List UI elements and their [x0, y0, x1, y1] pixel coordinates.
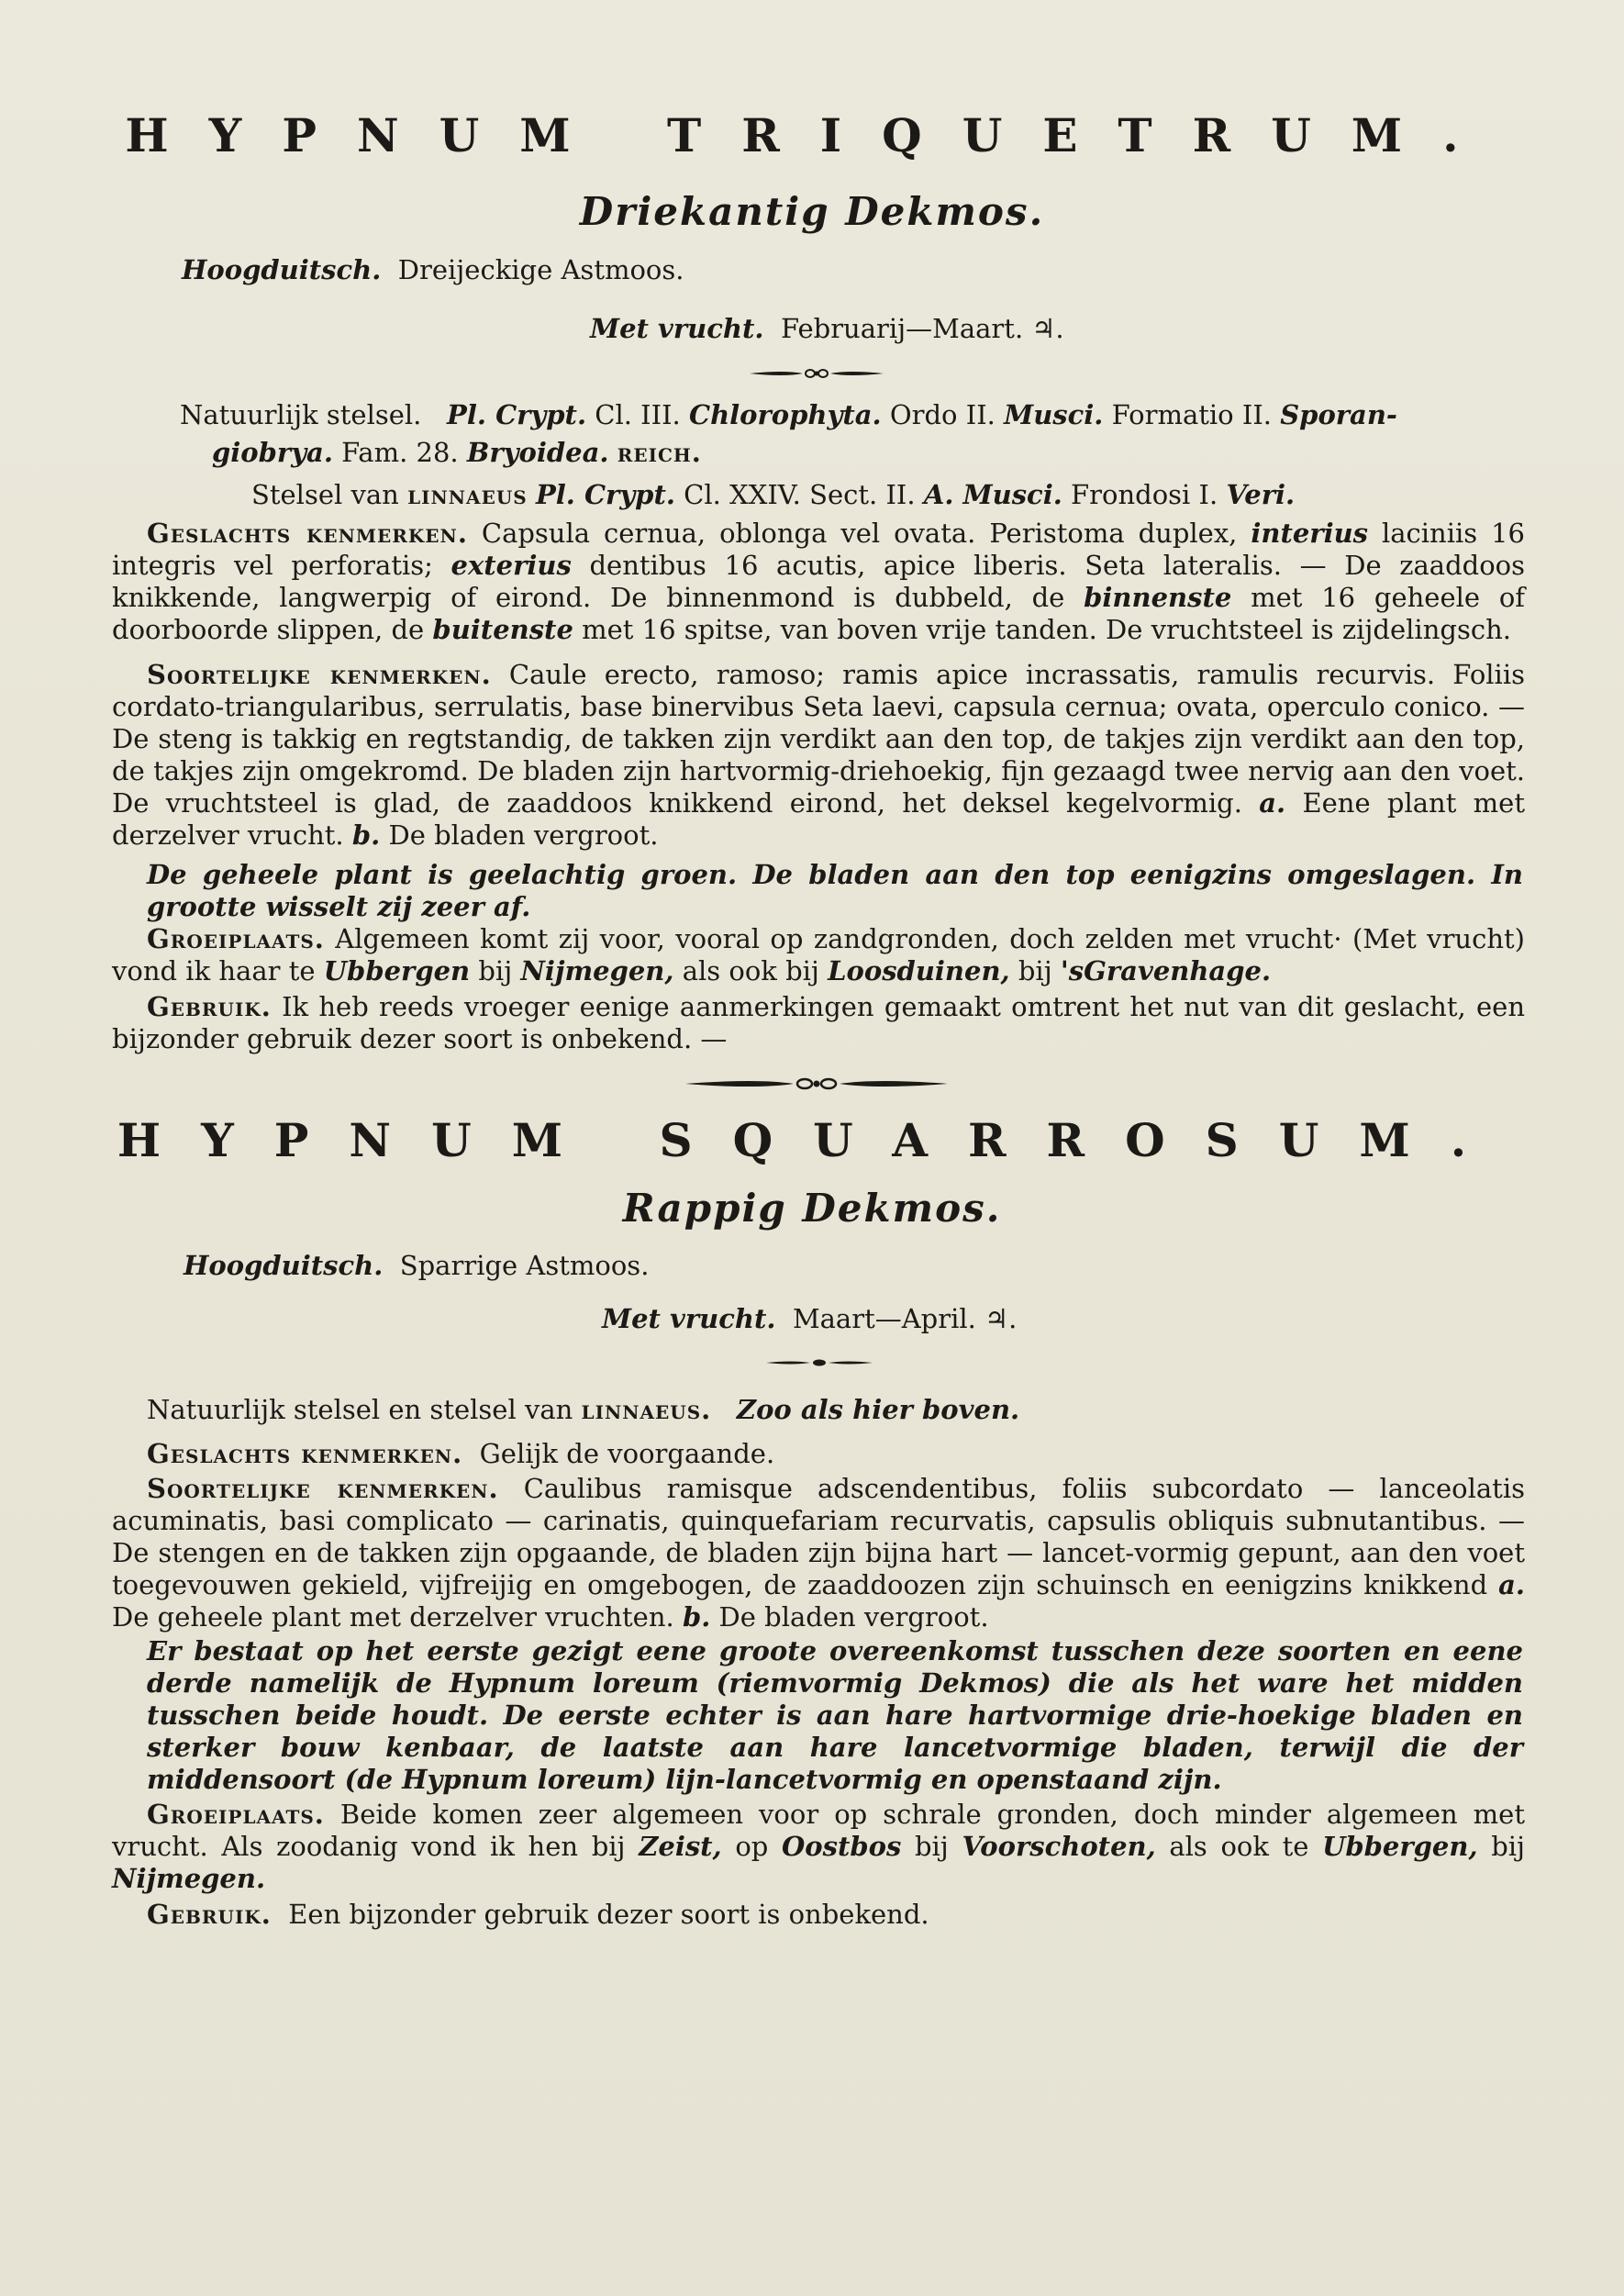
gesl-text-1: Capsula cernua, oblonga vel ovata. Peristoma duplex,: [481, 518, 1238, 549]
groei-nijmegen: Nijmegen,: [520, 955, 674, 986]
section1-natural-system-line1: [180, 398, 1397, 431]
section2-fruiting: [602, 1302, 1017, 1335]
ornament-rule-small: [764, 1355, 874, 1370]
section1-title: HYPNUM TRIQUETRUM.: [125, 108, 1499, 162]
nat-chlorophyta: Chlorophyta.: [688, 399, 882, 430]
fruiting-period: Februarij—Maart. ♃.: [780, 313, 1064, 344]
nat-zoo-als-hier-boven: Zoo als hier boven.: [736, 1394, 1020, 1425]
section2-italic-note: Er bestaat op het eerste gezigt eene groote overeenkomst tusschen deze soorten en eene derde namelijk de Hypnum loreum (riemvormig Dekmos) die als het ware het midden tusschen beide houdt. De eerste echter is aan hare hartvormige drie-hoekige bladen en sterker bouw kenbaar, de laatste aan hare lancetvormige bladen, terwijl die der middensoort (de Hypnum loreum) lijn-lancetvormig en openstaand zijn.: [147, 1635, 1523, 1795]
groei-zeist: Zeist,: [639, 1831, 722, 1862]
lin-pl-crypt: Pl. Crypt.: [535, 479, 675, 510]
lin-frondosi: Frondosi I.: [1071, 479, 1218, 510]
nat-linnaeus: linnaeus.: [581, 1394, 712, 1425]
gesl-interius: interius: [1251, 518, 1368, 549]
section2-subtitle: Rappig Dekmos.: [622, 1186, 1002, 1231]
groei-text-9: bij: [1491, 1831, 1526, 1862]
gesl-text-5: dentibus 16 acutis, apice liberis. Seta lateralis. — De zaaddoos knikkende, langwerpig of eirond. De binnenmond is dubbeld, de: [112, 550, 1526, 613]
nat-formatio: Formatio II.: [1111, 399, 1272, 430]
section1-subtitle: Driekantig Dekmos.: [579, 189, 1045, 234]
groei-text-1: Beide komen zeer algemeen voor op schrale gronden, doch minder algemeen met vrucht. Als zoodanig vond ik hen bij: [112, 1799, 1525, 1862]
nat-sporan: Sporan-: [1280, 399, 1397, 430]
section2-title: HYPNUM SQUARROSUM.: [117, 1113, 1507, 1167]
gesl-text-7: met 16 geheele of doorboorde slippen, de: [112, 582, 1526, 645]
label-met-vrucht: Met vrucht.: [602, 1303, 776, 1334]
ornament-rule-large: [684, 1073, 950, 1095]
lin-class: Cl. XXIV. Sect. II.: [684, 479, 916, 510]
soort-text-1: Caulibus ramisque adscendentibus, foliis subcordato — lanceolatis acuminatis, basi complicato — carinatis, quinquefariam recurvatis, capsulis obliquis subnutantibus. — De stengen en de takken zijn opgaande, de bladen zijn bijna hart — lancet-vormig gepunt, aan den voet toegevouwen gekield, vijfreijig en omgebogen, de zaaddoozen zijn schuinsch en eenigzins knikkend: [112, 1473, 1525, 1600]
soort-a: a.: [1498, 1569, 1525, 1600]
gesl-text-1: Gelijk de voorgaande.: [479, 1438, 775, 1469]
gesl-binnenste: binnenste: [1084, 582, 1232, 613]
label-groeiplaats: Groeiplaats.: [147, 1799, 325, 1830]
soort-b: b.: [351, 819, 381, 851]
label-geslachts-kenmerken: Geslachts kenmerken.: [147, 518, 468, 549]
label-groeiplaats: Groeiplaats.: [147, 923, 325, 954]
groei-text-3: op: [735, 1831, 769, 1862]
gesl-text-9: met 16 spitse, van boven vrije tanden. De vruchtsteel is zijdelingsch.: [582, 614, 1511, 645]
section1-habitat: [112, 923, 1525, 987]
gebr-text-1: Een bijzonder gebruik dezer soort is onbekend.: [288, 1899, 929, 1930]
section1-italic-note: De geheele plant is geelachtig groen. De bladen aan den top eenigzins omgeslagen. In grootte wisselt zij zeer af.: [147, 859, 1523, 922]
section2-species-characters: [112, 1473, 1525, 1633]
groei-nijmegen: Nijmegen.: [112, 1863, 266, 1894]
lin-musci: A. Musci.: [923, 479, 1062, 510]
german-name-value: Dreijeckige Astmoos.: [397, 254, 684, 285]
nat-class: Cl. III.: [595, 399, 681, 430]
lin-linnaeus: linnaeus: [407, 479, 528, 510]
groei-text-7: als ook te: [1169, 1831, 1309, 1862]
label-soortelijke-kenmerken: Soortelijke kenmerken.: [147, 1473, 499, 1504]
groei-oostbos: Oostbos: [782, 1831, 902, 1862]
groei-text-1: Algemeen komt zij voor, vooral op zandgronden, doch zelden met vrucht· (Met vrucht) vond ik haar te: [112, 923, 1525, 986]
lin-veri: Veri.: [1226, 479, 1296, 510]
label-gebruik: Gebruik.: [147, 991, 272, 1022]
section2-habitat: [112, 1799, 1525, 1895]
ornament-rule-small: [748, 364, 885, 383]
nat-pl-crypt: Pl. Crypt.: [447, 399, 587, 430]
groei-loosduinen: Loosduinen,: [828, 955, 1010, 986]
groei-ubbergen: Ubbergen: [323, 955, 471, 986]
soort-text-1: Caule erecto, ramoso; ramis apice incrassatis, ramulis recurvis. Foliis cordato-triangularibus, serrulatis, base binervibus Seta laevi, capsula cernua; ovata, operculo conico. — De steng is takkig en regtstandig, de takken zijn verdikt aan den top, de takjes zijn verdikt aan den top, de takjes zijn omgekromd. De bladen zijn hartvormig-driehoekig, fijn gezaagd twee nervig aan den voet. De vruchtsteel is glad, de zaaddoos knikkend eirond, het deksel kegelvormig.: [112, 659, 1525, 819]
gesl-buitenste: buitenste: [432, 614, 573, 645]
label-geslachts-kenmerken: Geslachts kenmerken.: [147, 1438, 463, 1469]
section2-systems: [147, 1393, 1019, 1426]
nat-bryoidea: Bryoidea.: [466, 437, 609, 468]
label-hoogduitsch: Hoogduitsch.: [182, 254, 382, 285]
groei-voorschoten: Voorschoten,: [962, 1831, 1156, 1862]
label-met-vrucht: Met vrucht.: [590, 313, 764, 344]
nat-reich: reich.: [617, 437, 702, 468]
section1-genus-characters: [112, 518, 1525, 646]
nat-giobrya: giobrya.: [212, 437, 333, 468]
soort-b: b.: [682, 1601, 711, 1633]
lin-label: Stelsel van: [251, 479, 399, 510]
section1-natural-system-line2: [212, 436, 702, 469]
nat-musci: Musci.: [1004, 399, 1104, 430]
soort-text-3: De bladen vergroot.: [388, 819, 659, 851]
section1-use: [112, 991, 1525, 1055]
soort-a: a.: [1259, 787, 1286, 819]
nat-label: Natuurlijk stelsel en stelsel van: [147, 1394, 573, 1425]
section2-genus-characters: [147, 1437, 774, 1470]
soort-text-2: Eene plant met derzelver vrucht.: [112, 787, 1525, 851]
label-gebruik: Gebruik.: [147, 1899, 272, 1930]
gesl-text-3: laciniis 16 integris vel perforatis;: [112, 518, 1525, 581]
section1-linnaeus-system: [251, 478, 1295, 511]
soort-text-3: De bladen vergroot.: [718, 1601, 989, 1633]
section1-fruiting: [590, 312, 1064, 345]
soort-text-2: De geheele plant met derzelver vruchten.: [112, 1601, 674, 1633]
fruiting-period: Maart—April. ♃.: [792, 1303, 1018, 1334]
groei-text-5: bij: [914, 1831, 949, 1862]
section1-german-name: [182, 253, 684, 286]
section2-german-name: [184, 1249, 649, 1282]
label-soortelijke-kenmerken: Soortelijke kenmerken.: [147, 659, 492, 690]
groei-text-3: bij: [478, 955, 513, 986]
section1-species-characters: [112, 659, 1525, 852]
label-hoogduitsch: Hoogduitsch.: [184, 1250, 384, 1281]
german-name-value: Sparrige Astmoos.: [399, 1250, 650, 1281]
nat-fam: Fam. 28.: [341, 437, 459, 468]
nat-label: Natuurlijk stelsel.: [180, 399, 422, 430]
nat-ordo: Ordo II.: [889, 399, 996, 430]
gesl-exterius: exterius: [450, 550, 572, 581]
gebr-text-1: Ik heb reeds vroeger eenige aanmerkingen gemaakt omtrent het nut van dit geslacht, een bijzonder gebruik dezer soort is onbekend. —: [112, 991, 1525, 1054]
groei-ubbergen: Ubbergen,: [1322, 1831, 1478, 1862]
groei-text-7: bij: [1018, 955, 1052, 986]
groei-text-5: als ook bij: [682, 955, 819, 986]
section2-use: [147, 1898, 929, 1931]
groei-sgravenhage: 'sGravenhage.: [1060, 955, 1272, 986]
